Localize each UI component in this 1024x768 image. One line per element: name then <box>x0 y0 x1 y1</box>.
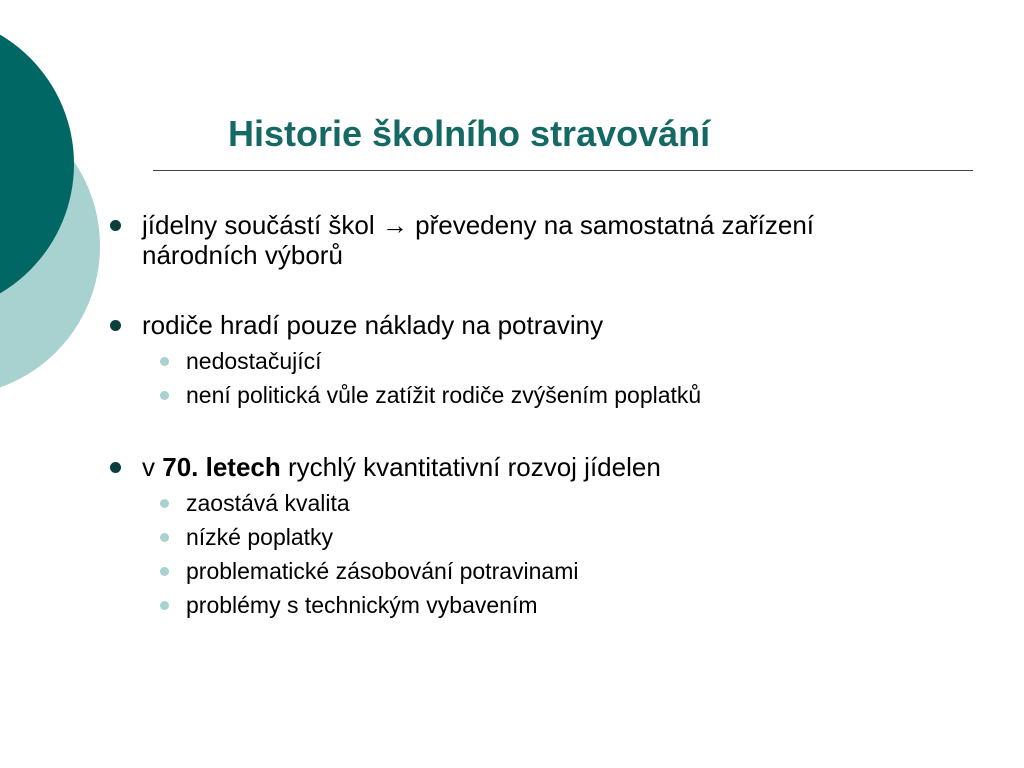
sub-bullet-dot-icon <box>160 499 169 508</box>
sub-bullet-text: problémy s technickým vybavením <box>186 592 538 618</box>
sub-bullet <box>100 554 980 588</box>
bullet-3-suffix: rychlý kvantitativní rozvoj jídelen <box>280 452 661 482</box>
bullet-1-text: jídelny součástí škol → převedeny na samostatná zařízení <box>142 210 815 240</box>
bullet-2 <box>100 310 980 340</box>
bullet-1-text-line2: národních výborů <box>142 240 343 270</box>
sub-bullet-dot-icon <box>160 601 169 610</box>
bullet-dot-icon <box>110 462 121 473</box>
sub-bullet-text: zaostává kvalita <box>186 490 350 516</box>
sub-bullet <box>100 486 980 520</box>
sub-bullet-text: problematické zásobování potravinami <box>186 558 579 584</box>
sub-bullet-text: nízké poplatky <box>186 524 334 550</box>
bullet-dot-icon <box>110 220 121 231</box>
sub-bullet-text: nedostačující <box>186 348 322 374</box>
sub-bullet-dot-icon <box>160 533 169 542</box>
slide-body <box>100 210 980 622</box>
bullet-2-text: rodiče hradí pouze náklady na potraviny <box>142 310 604 340</box>
sub-bullet-dot-icon <box>160 567 169 576</box>
sub-bullet <box>100 588 980 622</box>
sub-bullet <box>100 378 980 412</box>
bullet-3 <box>100 452 980 482</box>
sub-bullet-dot-icon <box>160 391 169 400</box>
bullet-3-prefix: v <box>142 452 163 482</box>
slide-title: Historie školního stravování <box>228 113 711 154</box>
bullet-3-bold: 70. letech <box>162 452 281 482</box>
sub-bullet <box>100 520 980 554</box>
sub-bullet-text: není politická vůle zatížit rodiče zvýšením poplatků <box>186 382 702 408</box>
sub-bullet-dot-icon <box>160 357 169 366</box>
bullet-1 <box>100 210 980 270</box>
title-divider <box>153 170 973 171</box>
sub-bullet <box>100 344 980 378</box>
bullet-dot-icon <box>110 320 121 331</box>
